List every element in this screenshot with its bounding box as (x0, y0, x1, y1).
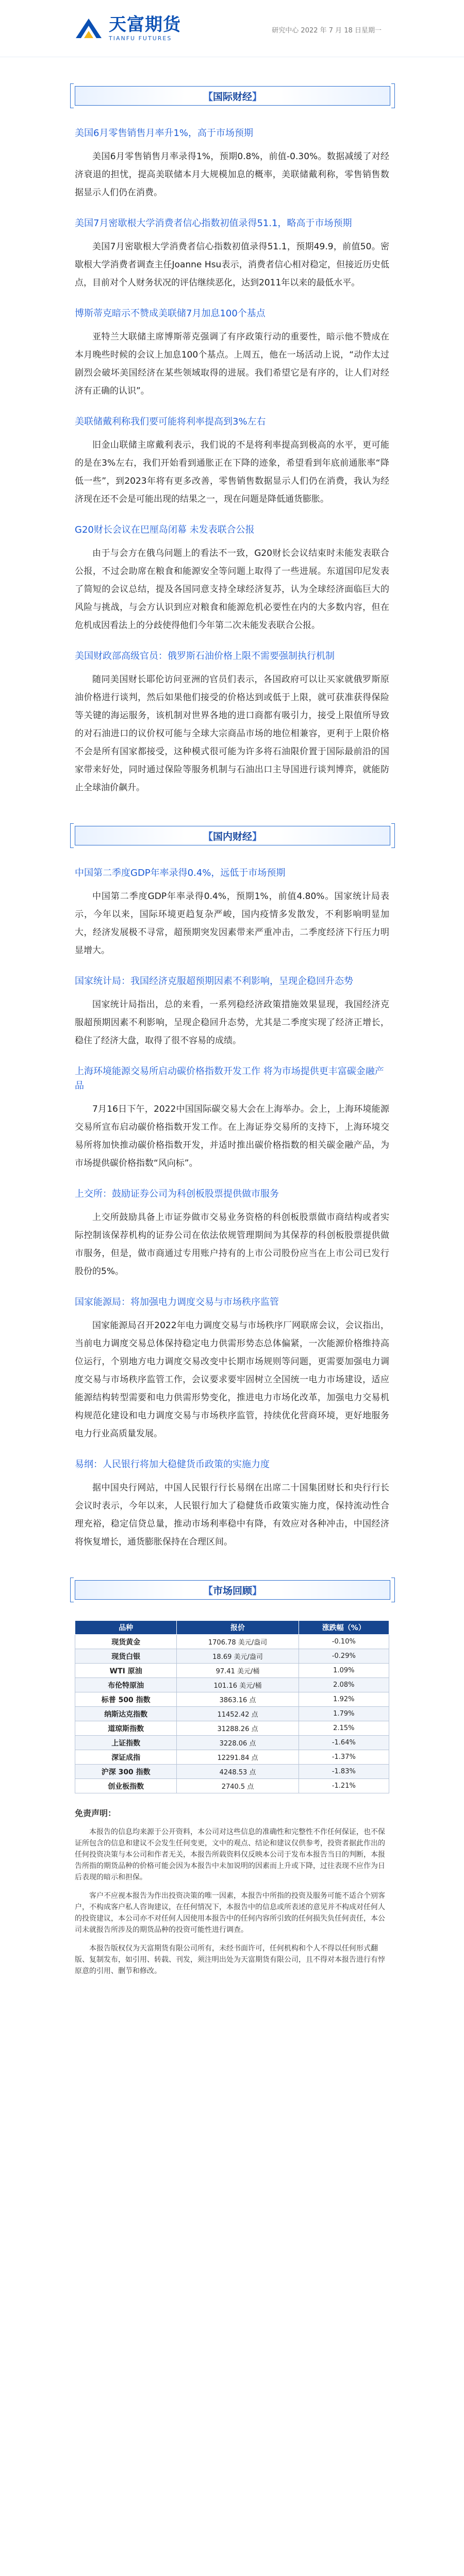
article (75, 1295, 389, 1443)
instrument-price: 18.69 美元/盎司 (177, 1649, 299, 1664)
instrument-name: 深证成指 (75, 1750, 177, 1765)
instrument-price: 11452.42 点 (177, 1707, 299, 1721)
table-row (75, 1664, 389, 1678)
instrument-price: 3863.16 点 (177, 1692, 299, 1707)
article-body: 美国7月密歇根大学消费者信心指数初值录得51.1，预期49.9，前值50。密歇根大学消费者调查主任Joanne Hsu表示，消费者信心相对稳定，但接近历史低点，目前对个人财务状况的评估继续恶化，达到2011年以来的最低水平。 (75, 242, 389, 288)
table-row (75, 1649, 389, 1664)
instrument-price: 4248.53 点 (177, 1765, 299, 1779)
instrument-change: -1.37% (299, 1750, 389, 1765)
article-body: 据中国央行网站，中国人民银行行长易纲在出席二十国集团财长和央行行长会议时表示，今年以来，人民银行加大了稳健货币政策实施力度，保持流动性合理充裕，稳定信贷总量，推动市场利率稳中有降，有效应对各种冲击，中国经济将恢复增长，通货膨胀保持在合理区间。 (75, 1483, 389, 1547)
disclaimer-paragraph: 本报告的信息均来源于公开资料，本公司对这些信息的准确性和完整性不作任何保证，也不保证所包含的信息和建议不会发生任何变更，文中的观点、结论和建议仅供参考，投资者据此作出的任何投资决策与本公司和作者无关，本报告所载资料仅反映本公司于发布本报告当日的判断，本报告所指的期货品种的价格可能会因为本报告中未加说明的因素而上升或下降，过往表现不应作为日后表现的暗示和担保。 (75, 1828, 385, 1882)
instrument-change: 1.92% (299, 1692, 389, 1707)
article-title: 国家能源局：将加强电力调度交易与市场秩序监管 (75, 1297, 279, 1308)
article-body: 亚特兰大联储主席博斯蒂克强调了有序政策行动的重要性，暗示他不赞成在本月晚些时候的会议上加息100个基点。上周五，他在一场活动上说，“动作太过剧烈会破坏美国经济在某些领域取得的进展。我们希望它是有序的，让人们对经济有正确的认识”。 (75, 332, 389, 396)
logo-name-cn: 天富期货 (109, 14, 181, 35)
column-header: 品种 (75, 1621, 177, 1635)
article (75, 1187, 389, 1281)
article (75, 1458, 389, 1551)
table-row (75, 1635, 389, 1649)
instrument-change: -1.64% (299, 1736, 389, 1750)
article (75, 415, 389, 509)
article (75, 126, 389, 202)
intl-article-list (75, 126, 389, 797)
section-title-market: 【 市场回顾 】 (75, 1580, 390, 1600)
article-title: 上交所：鼓励证券公司为科创板股票提供做市服务 (75, 1189, 279, 1199)
instrument-change: 2.08% (299, 1678, 389, 1692)
article-title: 国家统计局：我国经济克服超预期因素不利影响，呈现企稳回升态势 (75, 976, 353, 987)
table-row (75, 1678, 389, 1692)
instrument-name: 布伦特原油 (75, 1678, 177, 1692)
article-body: 国家统计局指出，总的来看，一系列稳经济政策措施效果显现，我国经济克服超预期因素不利影响，呈现企稳回升态势，尤其是二季度实现了经济正增长，稳住了经济大盘，取得了很不容易的成绩。 (75, 999, 389, 1046)
instrument-name: 现货白银 (75, 1649, 177, 1664)
article-body: 美国6月零售销售月率录得1%，预期0.8%，前值-0.30%。数据减缓了对经济衰退的担忧，提高美联储本月大规模加息的概率，美联储戴利称，零售销售数据显示人们仍在消费。 (75, 151, 389, 198)
article-body: 上交所鼓励具备上市证券做市交易业务资格的科创板股票做市商结构或者实际控制该保荐机构的证券公司在依法依规管理期间为其保荐的科创板股票提供做市服务，但是，做市商通过专用账户持有的上市公司股份应当在上市公司已发行股份的5%。 (75, 1212, 389, 1277)
article (75, 1064, 389, 1173)
instrument-name: 道琼斯指数 (75, 1721, 177, 1736)
table-header-row (75, 1621, 389, 1635)
instrument-name: 创业板指数 (75, 1779, 177, 1793)
instrument-change: -0.29% (299, 1649, 389, 1664)
market-table-wrap (75, 1620, 389, 1793)
table-row (75, 1779, 389, 1793)
table-row (75, 1765, 389, 1779)
article-body: 由于与会方在俄乌问题上的看法不一致，G20财长会议结束时未能发表联合公报，不过会助席在粮食和能源安全等问题上取得了一些进展。东道国印尼发表了简短的会议总结，提及各国同意支持全球经济复苏，认为全球经济面临巨大的风险与挑战，与会方认识到应对粮食和能源危机必要性在内的大多数内容，但在危机成因看法上的分歧使得他们今年第二次未能发表联合公报。 (75, 548, 389, 631)
instrument-change: 2.15% (299, 1721, 389, 1736)
instrument-price: 31288.26 点 (177, 1721, 299, 1736)
article-title: 美国7月密歇根大学消费者信心指数初值录得51.1，略高于市场预期 (75, 218, 352, 229)
market-table (75, 1620, 389, 1793)
instrument-name: 标普 500 指数 (75, 1692, 177, 1707)
column-header: 报价 (177, 1621, 299, 1635)
instrument-name: 上证指数 (75, 1736, 177, 1750)
article-body: 7月16日下午，2022中国国际碳交易大会在上海举办。会上，上海环境能源交易所宣布启动碳价格指数开发工作。在上海证券交易所的支持下，上海环境交易所将加快推动碳价格指数开发，并适时推出碳价格指数的相关碳金融产品，为市场提供碳价格指数“风向标”。 (75, 1104, 389, 1168)
article-title: G20财长会议在巴厘岛闭幕 未发表联合公报 (75, 524, 255, 535)
instrument-change: -0.10% (299, 1635, 389, 1649)
instrument-name: 沪深 300 指数 (75, 1765, 177, 1779)
article (75, 523, 389, 635)
instrument-change: -1.21% (299, 1779, 389, 1793)
article-body: 旧金山联储主席戴利表示，我们说的不是将利率提高到极高的水平，更可能的是在3%左右，我们开始看到通胀正在下降的迹象，希望看到年底前通胀率“降低一些”，到2023年将有更多改善，零售销售数据显示人们仍在消费，我认为经济现在还不会是可能出现的结果之一，现在问题是降低通货膨胀。 (75, 440, 389, 504)
section-title-domestic: 【 国内财经 】 (75, 826, 390, 845)
issue-date: 研究中心 2022 年 7 月 18 日星期一 (272, 27, 382, 35)
company-logo (75, 15, 181, 42)
instrument-change: 1.79% (299, 1707, 389, 1721)
disclaimer (75, 1808, 389, 1977)
article (75, 216, 389, 292)
table-row (75, 1750, 389, 1765)
article (75, 974, 389, 1050)
article-title: 中国第二季度GDP年率录得0.4%，远低于市场预期 (75, 868, 286, 878)
instrument-name: WTI 原油 (75, 1664, 177, 1678)
article-title: 美国财政部高级官员：俄罗斯石油价格上限不需要强制执行机制 (75, 651, 335, 662)
instrument-price: 3228.06 点 (177, 1736, 299, 1750)
instrument-price: 97.41 美元/桶 (177, 1664, 299, 1678)
report-body (0, 86, 464, 1977)
instrument-price: 12291.84 点 (177, 1750, 299, 1765)
instrument-price: 1706.78 美元/盎司 (177, 1635, 299, 1649)
logo-name-en: TIANFU FUTURES (109, 35, 172, 42)
disclaimer-paragraph: 客户不应视本报告为作出投资决策的唯一因素，本报告中所指的投资及服务可能不适合个别客户，不构成客户私人咨询建议，在任何情况下，本报告中的信息或所表述的意见并不构成对任何人的投资建议，本公司亦不对任何人因使用本报告中的任何内容所引致的任何损失负任何责任，本公司未就报告所涉及的期货品种的投资可能性进行调查。 (75, 1892, 385, 1934)
table-row (75, 1692, 389, 1707)
column-header: 涨跌幅（%） (299, 1621, 389, 1635)
article-title: 博斯蒂克暗示不赞成美联储7月加息100个基点 (75, 308, 266, 319)
instrument-price: 2740.5 点 (177, 1779, 299, 1793)
article-title: 美国6月零售销售月率升1%，高于市场预期 (75, 128, 254, 139)
instrument-name: 现货黄金 (75, 1635, 177, 1649)
header (0, 0, 464, 57)
disclaimer-paragraph: 本报告版权仅为天富期货有限公司所有，未经书面许可，任何机构和个人不得以任何形式翻版、复制发布，如引用、转载、刊发，须注明出处为天富期货有限公司，且不得对本报告进行有悖原意的引用、删节和修改。 (75, 1944, 385, 1975)
article (75, 866, 389, 960)
section-title-intl: 【 国际财经 】 (75, 86, 390, 106)
logo-mark-icon (75, 18, 103, 40)
article (75, 649, 389, 797)
instrument-name: 纳斯达克指数 (75, 1707, 177, 1721)
table-row (75, 1721, 389, 1736)
article-body: 中国第二季度GDP年率录得0.4%，预期1%，前值4.80%。国家统计局表示，今年以来，国际环境更趋复杂严峻，国内疫情多发散发，不利影响明显加大，经济发展极不寻常，超预期突发因素带来严重冲击，二季度经济下行压力明显增大。 (75, 891, 389, 956)
article (75, 307, 389, 400)
table-row (75, 1707, 389, 1721)
table-row (75, 1736, 389, 1750)
article-title: 上海环境能源交易所启动碳价格指数开发工作 将为市场提供更丰富碳金融产品 (75, 1066, 384, 1091)
article-body: 国家能源局召开2022年电力调度交易与市场秩序厂网联席会议，会议指出，当前电力调度交易总体保持稳定电力供需形势态总体偏紧，一次能源价格维持高位运行，个别地方电力调度交易改变中长期市场规则等问题，更需要加强电力调度交易与市场秩序监管工作，会议要求要牢固树立全国统一电力市场建设，适应能源结构转型需要和电力供需形势变化，推进电力市场化改革，加强电力交易机构规范化建设和电力调度交易与市场秩序监管，持续优化营商环境，更好地服务电力行业高质量发展。 (75, 1320, 389, 1439)
instrument-price: 101.16 美元/桶 (177, 1678, 299, 1692)
disclaimer-title: 免责声明： (75, 1808, 117, 1818)
article-body: 随同美国财长耶伦访问亚洲的官员们表示，各国政府可以让买家就俄罗斯原油价格进行谈判，然后如果他们接受的价格达到或低于上限，就可获准获得保险等关键的海运服务，该机制对世界各地的进口商都有吸引力，接受上限值所导致的对石油进口的议价权可能与全球大宗商品市场的地位相兼容，更利于上限价格不会是所有国家都接受，这种模式很可能为许多将石油限价置于国际最前沿的国家带来好处，同时通过保险等服务机制与石油出口主导国进行谈判博弈，就能防止全球油价飙升。 (75, 674, 389, 793)
article-title: 美联储戴利称我们要可能将利率提高到3%左右 (75, 416, 266, 427)
domestic-article-list (75, 866, 389, 1551)
instrument-change: -1.83% (299, 1765, 389, 1779)
article-title: 易纲：人民银行将加大稳健货币政策的实施力度 (75, 1459, 270, 1470)
instrument-change: 1.09% (299, 1664, 389, 1678)
